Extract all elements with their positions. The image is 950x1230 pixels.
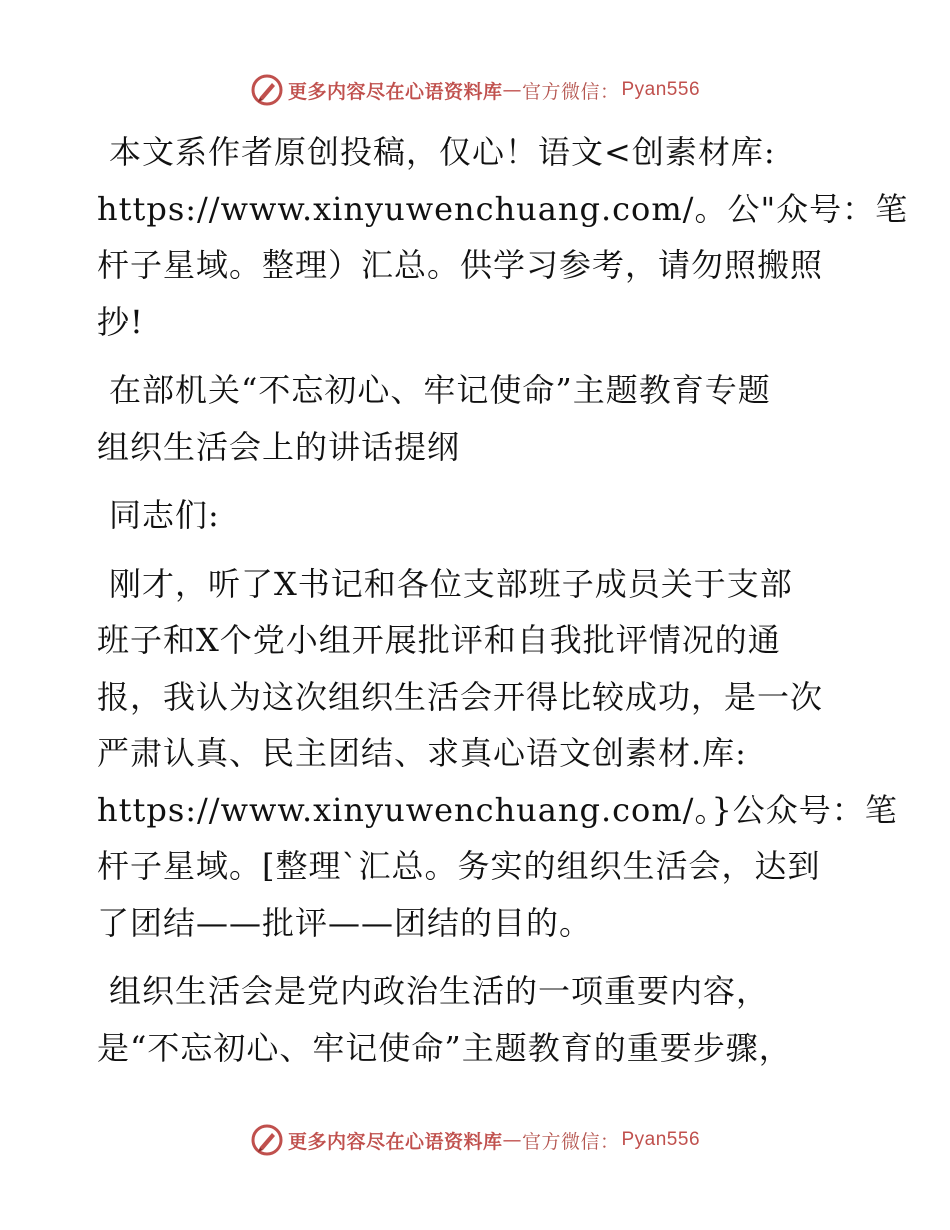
text-line: 刚才，听了X书记和各位支部班子成员关于支部 bbox=[109, 564, 793, 603]
text-line: 杆子星域。整理）汇总。供学习参考，请勿照搬照 bbox=[97, 246, 824, 284]
text-line: 本文系作者原创投稿，仅心！语文<创素材库: bbox=[109, 133, 776, 171]
text-line: 抄! bbox=[97, 302, 144, 341]
pen-logo-icon bbox=[250, 73, 284, 107]
paragraph-body-1 bbox=[97, 556, 898, 952]
document-body bbox=[97, 124, 909, 1088]
document-title bbox=[97, 362, 857, 475]
banner-main-text: 更多内容尽在心语资料库 bbox=[287, 80, 503, 103]
paragraph-salutation bbox=[97, 487, 857, 544]
text-line: 了团结——批评——团结的目的。 bbox=[97, 903, 593, 942]
text-line: 组织生活会是党内政治生活的一项重要内容， bbox=[109, 972, 770, 1010]
banner-wechat-id: Pyan556 bbox=[621, 1129, 701, 1150]
banner-main-text: 更多内容尽在心语资料库 bbox=[287, 1130, 503, 1153]
header-banner bbox=[0, 68, 950, 112]
banner-wechat-id: Pyan556 bbox=[621, 79, 701, 100]
text-line: 同志们: bbox=[109, 496, 220, 534]
paragraph-disclaimer bbox=[97, 124, 909, 350]
footer-banner bbox=[0, 1118, 950, 1162]
text-line: https://www.xinyuwenchuang.com/。公"众号：笔 bbox=[97, 189, 909, 228]
banner-dash: — bbox=[502, 1129, 522, 1151]
text-line: 杆子星域。[整理`汇总。务实的组织生活会，达到 bbox=[97, 847, 821, 885]
text-line: 在部机关“不忘初心、牢记使命”主题教育专题 bbox=[109, 371, 771, 409]
banner-sub-text: 官方微信： bbox=[521, 80, 620, 103]
pen-logo-icon bbox=[250, 1123, 284, 1157]
banner-dash: — bbox=[502, 79, 522, 101]
banner-sub-text: 官方微信： bbox=[521, 1130, 620, 1153]
text-line: 组织生活会上的讲话提纲 bbox=[97, 427, 461, 466]
text-line: 是“不忘初心、牢记使命”主题教育的重要步骤， bbox=[97, 1028, 792, 1067]
paragraph-body-2 bbox=[97, 963, 857, 1076]
text-line: 报，我认为这次组织生活会开得比较成功，是一次 bbox=[97, 677, 824, 716]
text-line: https://www.xinyuwenchuang.com/。}公众号：笔 bbox=[97, 790, 898, 829]
text-line: 严肃认真、民主团结、求真心语文创素材.库: bbox=[97, 734, 747, 772]
text-line: 班子和X个党小组开展批评和自我批评情况的通 bbox=[97, 621, 781, 659]
